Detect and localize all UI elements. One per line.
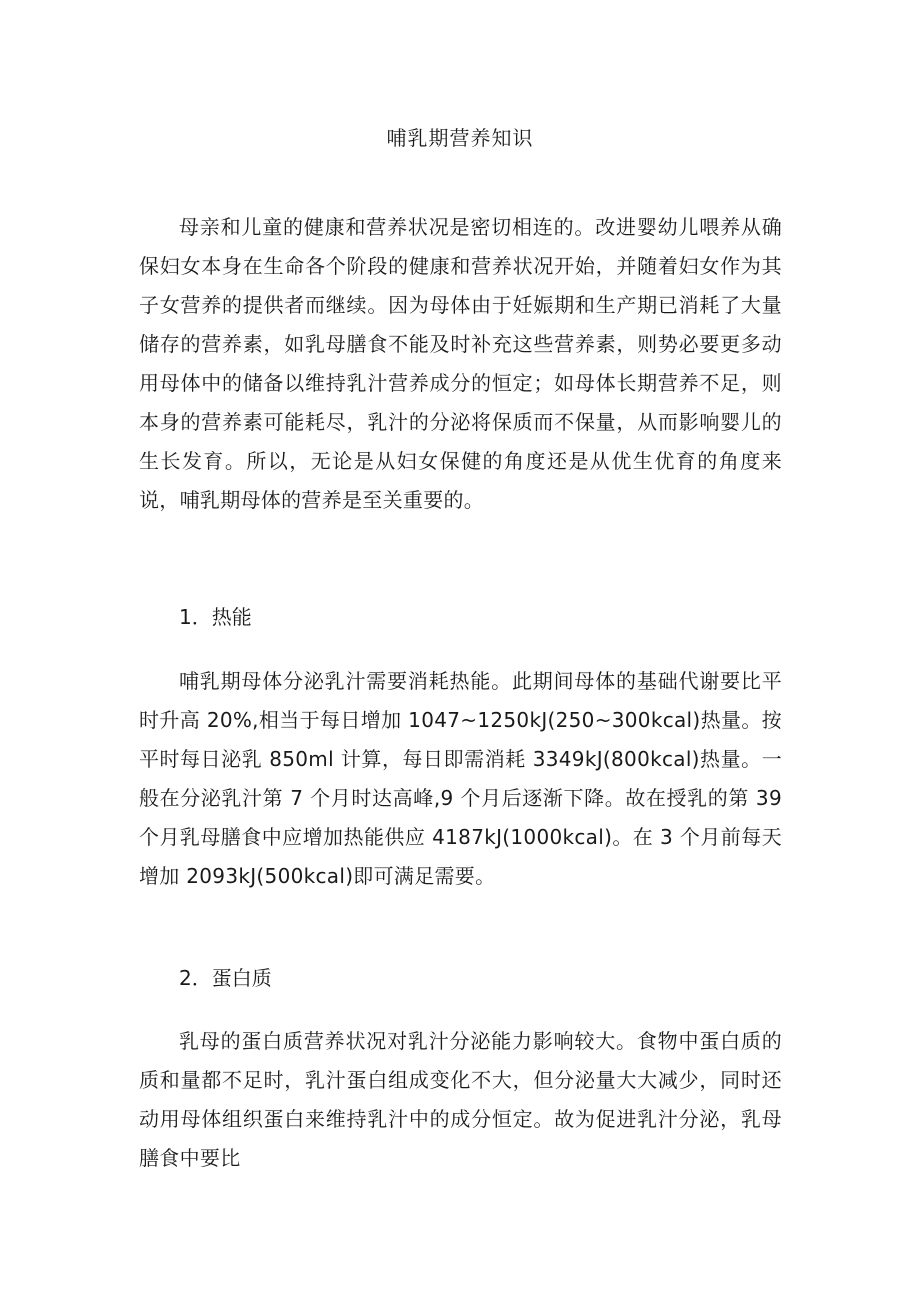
page-title: 哺乳期营养知识 [386,126,534,150]
section-body-protein: 乳母的蛋白质营养状况对乳汁分泌能力影响较大。食物中蛋白质的质和量都不足时，乳汁蛋白组成变化不大，但分泌量大大减少，同时还动用母体组织蛋白来维持乳汁中的成分恒定。故为促进乳汁分泌，乳母膳食中要比 [139,1029,782,1170]
intro-paragraph: 母亲和儿童的健康和营养状况是密切相连的。改进婴幼儿喂养从确保妇女本身在生命各个阶段的健康和营养状况开始，并随着妇女作为其子女营养的提供者而继续。因为母体由于妊娠期和生产期已消耗了大量储存的营养素，如乳母膳食不能及时补充这些营养素，则势必要更多动用母体中的储备以维持乳汁营养成分的恒定；如母体长期营养不足，则本身的营养素可能耗尽，乳汁的分泌将保质而不保量，从而影响婴儿的生长发育。所以，无论是从妇女保健的角度还是从优生优育的角度来说，哺乳期母体的营养是至关重要的。 [139,215,782,512]
section-body-energy: 哺乳期母体分泌乳汁需要消耗热能。此期间母体的基础代谢要比平时升高 20%,相当于每日增加 1047~1250kJ(250~300kcal)热量。按平时每日泌乳 850ml 计算，每日即需消耗 3349kJ(800kcal)热量。一般在分泌乳汁第 7 个月时达高峰,9 个月后逐渐下降。故在授乳的第 39 个月乳母膳食中应增加热能供应 4187kJ(1000kcal)。在 3 个月前每天增加 2093kJ(500kcal)即可满足需要。 [139,669,782,888]
section-heading-protein: 2．蛋白质 [179,966,272,990]
section-heading-energy: 1．热能 [179,605,252,629]
